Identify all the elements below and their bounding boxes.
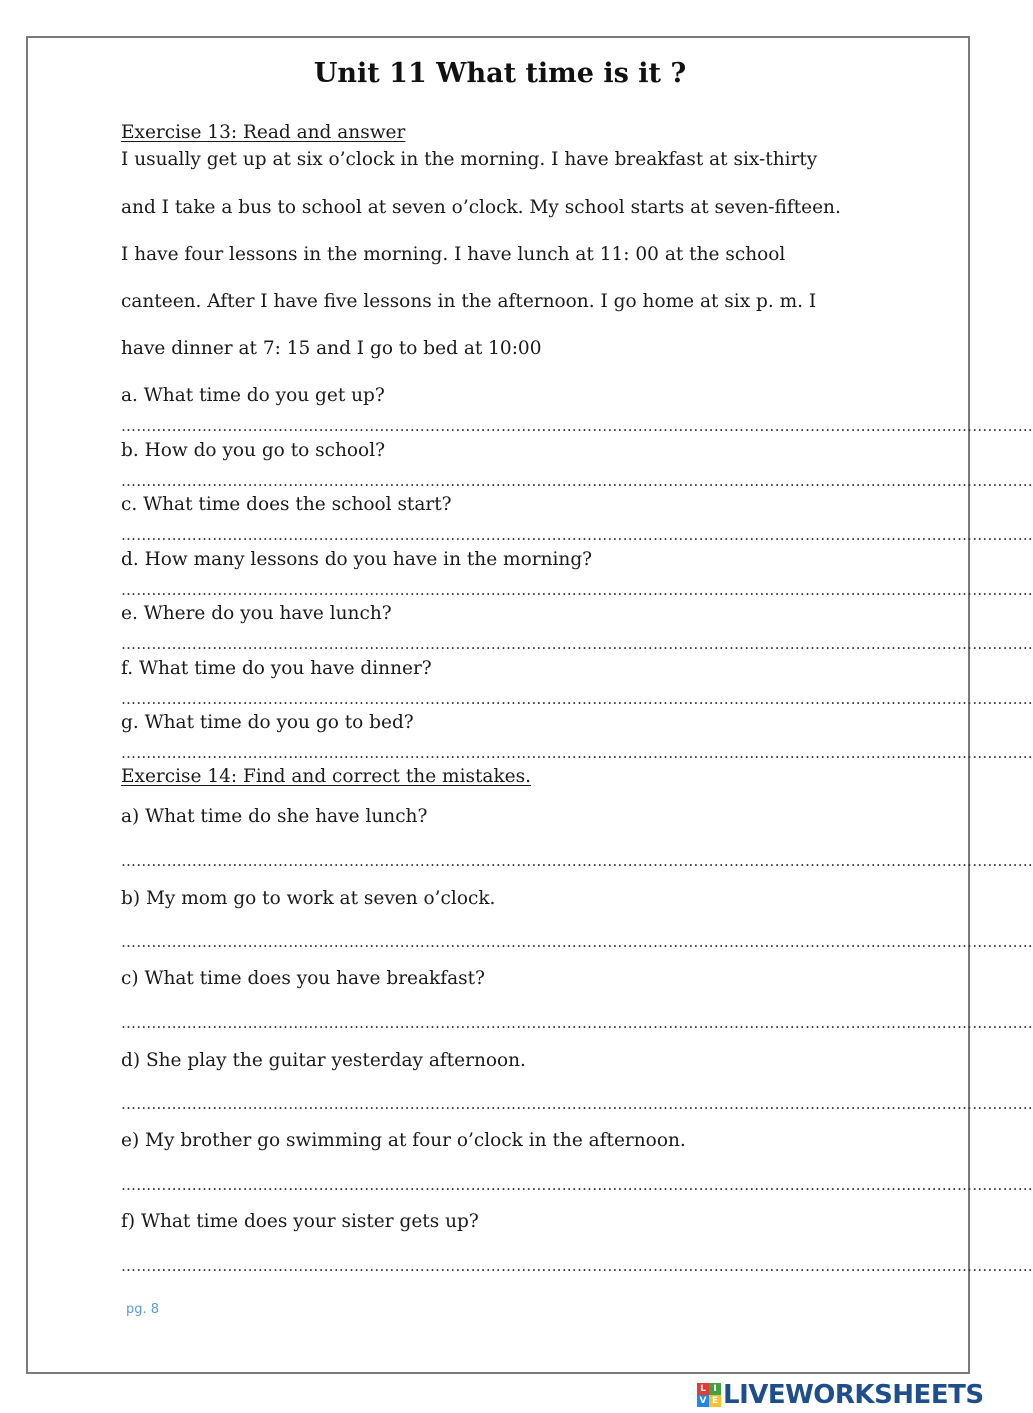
correction-line-c[interactable]: ……………………………………………………………………………………………………………………………………………………………… — [121, 1014, 1033, 1032]
correction-line-e[interactable]: ……………………………………………………………………………………………………………………………………………………………… — [121, 1176, 1033, 1194]
answer-line-e[interactable]: ……………………………………………………………………………………………………………………………………………………………… — [121, 635, 1033, 653]
logo-tile-l: L — [697, 1383, 709, 1395]
passage-line-5: have dinner at 7: 15 and I go to bed at 10:00 — [121, 338, 542, 359]
sentence-a: a) What time do she have lunch? — [121, 806, 428, 827]
answer-line-f[interactable]: ……………………………………………………………………………………………………………………………………………………………… — [121, 690, 1033, 708]
passage-line-1: I usually get up at six o’clock in the morning. I have breakfast at six-thirty — [121, 149, 818, 170]
liveworksheets-logo-icon — [697, 1383, 721, 1407]
logo-tile-e: E — [709, 1395, 721, 1407]
liveworksheets-brand[interactable] — [697, 1380, 984, 1410]
exercise-14-heading: Exercise 14: Find and correct the mistakes. — [121, 766, 531, 787]
correction-line-f[interactable]: ……………………………………………………………………………………………………………………………………………………………… — [121, 1257, 1033, 1275]
worksheet-title: Unit 11 What time is it ? — [313, 58, 687, 89]
passage-line-4: canteen. After I have five lessons in the afternoon. I go home at six p. m. I — [121, 291, 817, 312]
correction-line-d[interactable]: ……………………………………………………………………………………………………………………………………………………………… — [121, 1095, 1033, 1113]
question-g: g. What time do you go to bed? — [121, 712, 414, 733]
answer-line-g[interactable]: ……………………………………………………………………………………………………………………………………………………………… — [121, 744, 1033, 762]
liveworksheets-wordmark: LIVEWORKSHEETS — [723, 1380, 984, 1410]
question-a: a. What time do you get up? — [121, 385, 385, 406]
page-number: pg. 8 — [126, 1302, 160, 1317]
exercise-13-heading: Exercise 13: Read and answer — [121, 122, 406, 143]
question-e: e. Where do you have lunch? — [121, 603, 392, 624]
question-c: c. What time does the school start? — [121, 494, 452, 515]
answer-line-b[interactable]: ……………………………………………………………………………………………………………………………………………………………… — [121, 472, 1033, 490]
answer-line-c[interactable]: ……………………………………………………………………………………………………………………………………………………………… — [121, 526, 1033, 544]
correction-line-a[interactable]: ……………………………………………………………………………………………………………………………………………………………… — [121, 852, 1033, 870]
sentence-e: e) My brother go swimming at four o’clock in the afternoon. — [121, 1130, 686, 1151]
sentence-c: c) What time does you have breakfast? — [121, 968, 485, 989]
sentence-f: f) What time does your sister gets up? — [121, 1211, 479, 1232]
logo-tile-v: V — [697, 1395, 709, 1407]
sentence-d: d) She play the guitar yesterday afternoon. — [121, 1050, 526, 1071]
question-f: f. What time do you have dinner? — [121, 658, 432, 679]
question-d: d. How many lessons do you have in the morning? — [121, 549, 593, 570]
passage-line-2: and I take a bus to school at seven o’clock. My school starts at seven-fifteen. — [121, 197, 841, 218]
logo-tile-i: I — [709, 1383, 721, 1395]
question-b: b. How do you go to school? — [121, 440, 386, 461]
sentence-b: b) My mom go to work at seven o’clock. — [121, 888, 496, 909]
correction-line-b[interactable]: ……………………………………………………………………………………………………………………………………………………………… — [121, 933, 1033, 951]
answer-line-a[interactable]: ……………………………………………………………………………………………………………………………………………………………… — [121, 417, 1033, 435]
answer-line-d[interactable]: ……………………………………………………………………………………………………………………………………………………………… — [121, 581, 1033, 599]
passage-line-3: I have four lessons in the morning. I have lunch at 11: 00 at the school — [121, 244, 786, 265]
